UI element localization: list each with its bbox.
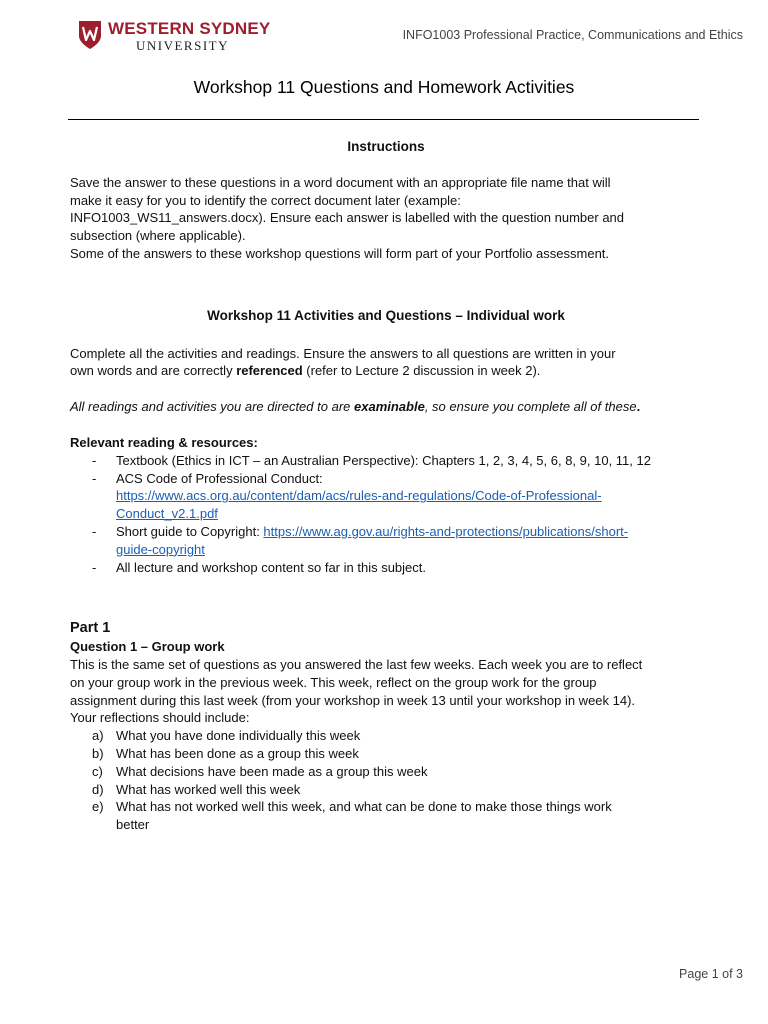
examinable-emphasis: examinable (354, 399, 425, 415)
reflection-item-e: e) What has not worked well this week, and what can be done to make those things work better (92, 799, 612, 833)
title-divider (68, 119, 699, 120)
instructions-line: make it easy for you to identify the correct document later (example: (70, 192, 461, 208)
copyright-guide-link-cont[interactable]: guide-copyright (116, 541, 205, 557)
university-shield-icon (78, 20, 102, 50)
logo-subtitle: UNIVERSITY (136, 38, 229, 53)
university-logo (78, 20, 270, 52)
part-1-heading: Part 1 (70, 620, 111, 637)
resources-list (70, 452, 702, 577)
question-1-line: assignment during this last week (from your workshop in week 13 until your workshop in week 14). (70, 692, 636, 708)
resource-item-lectures: - All lecture and workshop content so far in this subject. (70, 559, 702, 577)
reflection-item-d: d) What has worked well this week (92, 781, 301, 797)
resource-item-copyright: - Short guide to Copyright: https://www.ag.gov.au/rights-and-protections/publications/short- guide-copyright (70, 523, 702, 559)
question-1-line: Your reflections should include: (70, 710, 250, 726)
question-1-line: This is the same set of questions as you answered the last few weeks. Each week you are to reflect (70, 656, 643, 672)
resource-item-acs-code: - ACS Code of Professional Conduct: https://www.acs.org.au/content/dam/acs/rules-and-regulations/Code-of-Professional- Conduct_v2.1.pdf (70, 470, 702, 523)
question-1-heading: Question 1 – Group work (70, 639, 225, 655)
document-body (70, 138, 702, 834)
activities-paragraph-line: Complete all the activities and readings. Ensure the answers to all questions are written in your (70, 345, 616, 361)
reflection-list (70, 727, 702, 834)
page-number: Page 1 of 3 (679, 967, 743, 981)
instructions-heading: Instructions (347, 139, 425, 154)
document-title: Workshop 11 Questions and Homework Activities (193, 77, 575, 97)
instructions-line: INFO1003_WS11_answers.docx). Ensure each answer is labelled with the question number and (70, 210, 625, 226)
reflection-item-b: b) What has been done as a group this week (92, 745, 359, 761)
course-header: INFO1003 Professional Practice, Communications and Ethics (402, 28, 743, 42)
question-1-line: on your group work in the previous week. This week, reflect on the group work for the group (70, 674, 597, 690)
acs-code-link[interactable]: https://www.acs.org.au/content/dam/acs/rules-and-regulations/Code-of-Professional- (116, 488, 602, 504)
resources-heading: Relevant reading & resources: (70, 434, 258, 450)
activities-heading: Workshop 11 Activities and Questions – Individual work (207, 307, 565, 323)
examinable-note: All readings and activities you are directed to are examinable, so ensure you complete all of these. (70, 399, 641, 415)
instructions-line: Save the answer to these questions in a word document with an appropriate file name that will (70, 174, 611, 190)
activities-paragraph-line: own words and are correctly referenced (refer to Lecture 2 discussion in week 2). (70, 363, 541, 379)
instructions-line: Some of the answers to these workshop questions will form part of your Portfolio assessment. (70, 245, 610, 261)
copyright-guide-link[interactable]: https://www.ag.gov.au/rights-and-protections/publications/short- (263, 523, 629, 539)
acs-code-link-cont[interactable]: Conduct_v2.1.pdf (116, 506, 218, 522)
reflection-item-a: a) What you have done individually this week (92, 728, 361, 744)
reflection-item-c: c) What decisions have been made as a group this week (92, 763, 428, 779)
referenced-emphasis: referenced (236, 363, 303, 379)
instructions-line: subsection (where applicable). (70, 228, 246, 244)
logo-wordmark: WESTERN SYDNEY (108, 19, 271, 38)
resource-item-textbook: - Textbook (Ethics in ICT – an Australian Perspective): Chapters 1, 2, 3, 4, 5, 6, 8, 9, 10, 11, 12 (70, 452, 702, 470)
